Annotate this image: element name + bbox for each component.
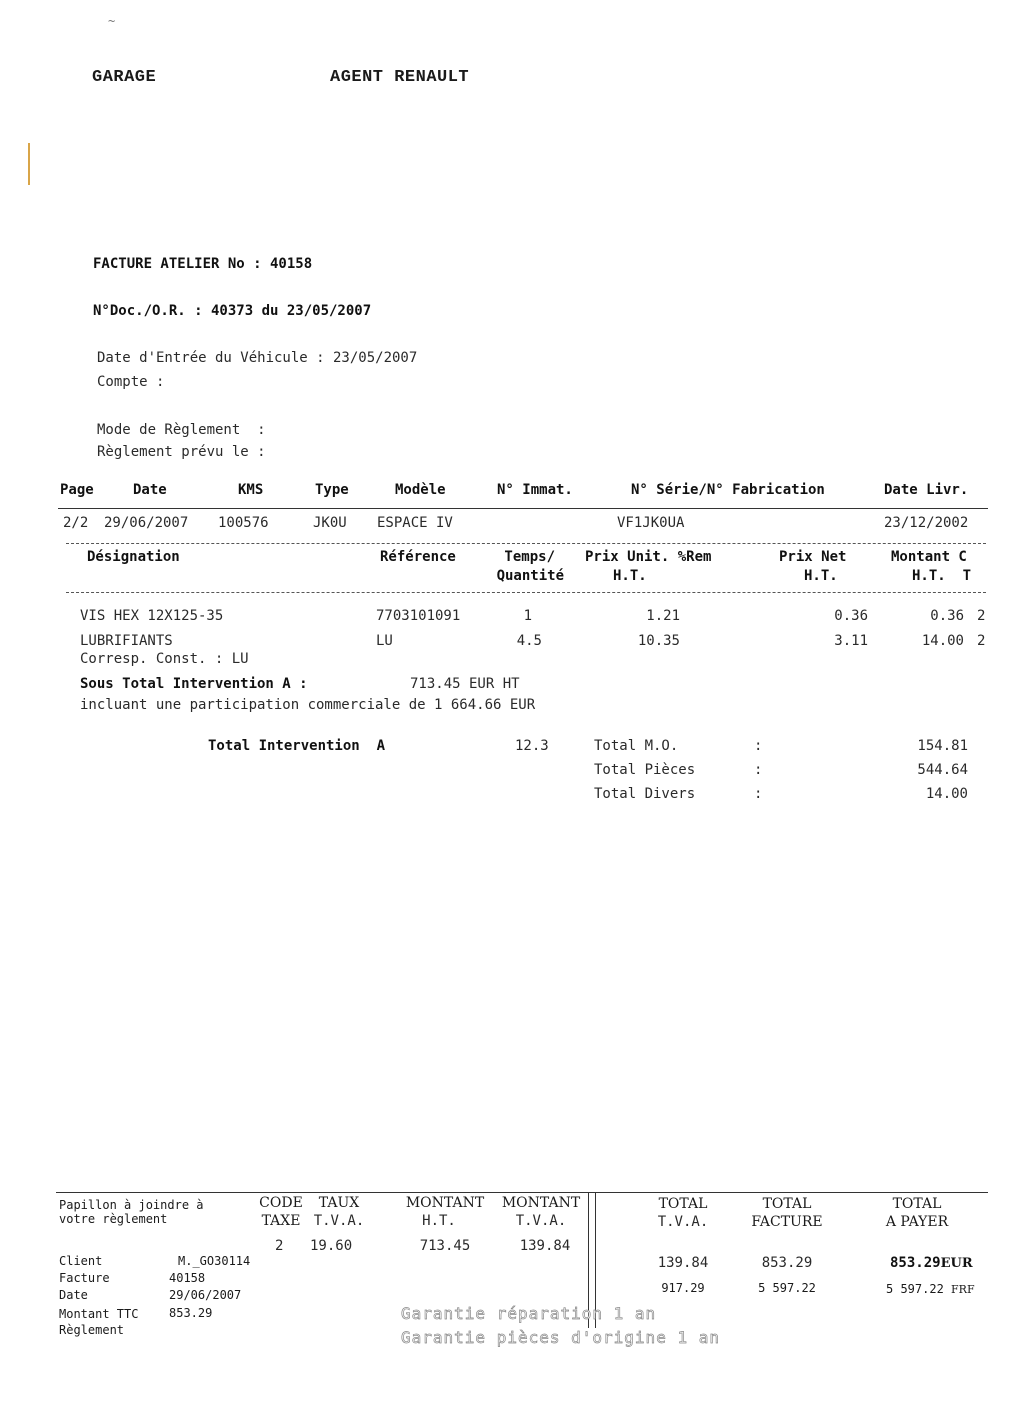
h-total-facture-2: FACTURE bbox=[751, 1214, 823, 1230]
item-net: 3.11 bbox=[834, 633, 868, 649]
corresp-const: Corresp. Const. : LU bbox=[80, 651, 249, 667]
total-value: 544.64 bbox=[917, 762, 968, 778]
reglement-label: Règlement bbox=[59, 1323, 125, 1337]
footer-top-rule bbox=[56, 1192, 988, 1193]
entry-date: Date d'Entrée du Véhicule : 23/05/2007 bbox=[97, 350, 418, 366]
doc-number: N°Doc./O.R. : 40373 du 23/05/2007 bbox=[93, 303, 372, 319]
item-code: 2 bbox=[977, 633, 986, 649]
veh-serial: VF1JK0UA bbox=[617, 515, 685, 531]
veh-date: 29/06/2007 bbox=[104, 515, 189, 531]
total-value: 14.00 bbox=[925, 786, 968, 802]
subtotal-label: Sous Total Intervention A : bbox=[80, 676, 308, 692]
item-unit: 1.21 bbox=[646, 608, 680, 624]
item-reference: 7703101091 bbox=[376, 608, 461, 624]
col-net-1: Prix Net bbox=[779, 549, 847, 565]
account: Compte : bbox=[97, 374, 165, 390]
client-value: M._GO30114 bbox=[178, 1254, 251, 1268]
h-total-payer-1: TOTAL bbox=[892, 1196, 942, 1212]
col-delivery: Date Livr. bbox=[884, 482, 969, 498]
h-montant-tva-1: MONTANT bbox=[501, 1195, 581, 1211]
ttc-label: Montant TTC bbox=[59, 1307, 139, 1321]
papillon-line-2: votre règlement bbox=[59, 1212, 168, 1226]
h-taux-2: T.V.A. bbox=[313, 1213, 365, 1229]
item-designation: VIS HEX 12X125-35 bbox=[80, 608, 224, 624]
col-reference: Référence bbox=[380, 549, 456, 565]
total-tva-eur: 139.84 bbox=[657, 1255, 709, 1271]
col-type: Type bbox=[315, 482, 349, 498]
total-value: 154.81 bbox=[917, 738, 968, 754]
veh-page: 2/2 bbox=[63, 515, 89, 531]
payment-due: Règlement prévu le : bbox=[97, 444, 266, 460]
h-code-1: CODE bbox=[259, 1195, 303, 1211]
veh-model: ESPACE IV bbox=[377, 515, 453, 531]
amount-tva: 139.84 bbox=[519, 1238, 571, 1254]
item-amount: 0.36 bbox=[930, 608, 964, 624]
guarantee-repair: Garantie réparation 1 an bbox=[401, 1304, 657, 1323]
item-net: 0.36 bbox=[834, 608, 868, 624]
col-date: Date bbox=[133, 482, 167, 498]
vehicle-rule bbox=[58, 508, 988, 509]
h-montant-tva-2: T.V.A. bbox=[515, 1213, 567, 1229]
col-kms: KMS bbox=[238, 482, 264, 498]
item-designation: LUBRIFIANTS bbox=[80, 633, 173, 649]
h-code-2: TAXE bbox=[261, 1213, 301, 1229]
h-total-payer-2: A PAYER bbox=[885, 1214, 949, 1230]
total-label: Total Pièces bbox=[594, 762, 696, 778]
h-total-tva-2: T.V.A. bbox=[657, 1214, 709, 1230]
col-serial: N° Série/N° Fabrication bbox=[631, 482, 825, 498]
total-sep: : bbox=[754, 762, 763, 778]
item-qty: 1 bbox=[523, 608, 532, 624]
h-montant-ht-1: MONTANT bbox=[405, 1195, 485, 1211]
scan-mark bbox=[28, 143, 30, 185]
col-unit-2: H.T. bbox=[613, 568, 647, 584]
total-sep: : bbox=[754, 738, 763, 754]
item-qty: 4.5 bbox=[516, 633, 542, 649]
col-qty-1: Temps/ bbox=[504, 549, 555, 565]
client-label: Client bbox=[59, 1254, 103, 1268]
item-reference: LU bbox=[376, 633, 393, 649]
currency-frf: FRF bbox=[951, 1283, 975, 1296]
col-designation: Désignation bbox=[87, 549, 180, 565]
ttc-value: 853.29 bbox=[169, 1306, 213, 1320]
col-model: Modèle bbox=[395, 482, 446, 498]
h-taux-1: TAUX bbox=[318, 1195, 360, 1211]
total-sep: : bbox=[754, 786, 763, 802]
facture-label: Facture bbox=[59, 1271, 110, 1285]
total-intervention-label: Total Intervention A bbox=[208, 738, 386, 754]
total-payer-frf-value: 5 597.22 bbox=[886, 1282, 944, 1296]
total-label: Total Divers bbox=[594, 786, 696, 802]
items-header-rule bbox=[66, 592, 986, 593]
h-total-facture-1: TOTAL bbox=[762, 1196, 812, 1212]
col-amount-2: H.T. T bbox=[912, 568, 972, 584]
total-facture-frf: 5 597.22 bbox=[758, 1281, 816, 1295]
col-net-2: H.T. bbox=[804, 568, 838, 584]
facture-value: 40158 bbox=[169, 1271, 206, 1285]
item-unit: 10.35 bbox=[637, 633, 680, 649]
item-code: 2 bbox=[977, 608, 986, 624]
h-montant-ht-2: H.T. bbox=[422, 1213, 456, 1229]
date-label: Date bbox=[59, 1288, 88, 1302]
subtotal-value: 713.45 EUR HT bbox=[410, 676, 520, 692]
veh-type: JK0U bbox=[313, 515, 347, 531]
h-total-tva-1: TOTAL bbox=[658, 1196, 708, 1212]
garage-title: GARAGE bbox=[92, 68, 157, 87]
tax-code: 2 bbox=[275, 1238, 284, 1254]
items-top-rule bbox=[66, 543, 986, 544]
agent-title: AGENT RENAULT bbox=[330, 68, 470, 87]
total-payer-eur-value: 853.29 bbox=[890, 1255, 941, 1271]
total-payer-frf bbox=[886, 1282, 975, 1296]
col-immat: N° Immat. bbox=[497, 482, 573, 498]
col-qty-2: Quantité bbox=[496, 568, 564, 584]
participation-note: incluant une participation commerciale de 1 664.66 EUR bbox=[80, 697, 536, 713]
col-page: Page bbox=[60, 482, 94, 498]
date-value: 29/06/2007 bbox=[169, 1288, 242, 1302]
amount-ht: 713.45 bbox=[419, 1238, 471, 1254]
total-label: Total M.O. bbox=[594, 738, 679, 754]
tax-rate: 19.60 bbox=[310, 1238, 353, 1254]
total-tva-frf: 917.29 bbox=[661, 1281, 705, 1295]
total-intervention-value: 12.3 bbox=[515, 738, 549, 754]
invoice-number: FACTURE ATELIER No : 40158 bbox=[93, 256, 313, 272]
total-payer-eur bbox=[890, 1255, 973, 1271]
scan-speck: ~ bbox=[108, 14, 116, 28]
veh-kms: 100576 bbox=[218, 515, 269, 531]
total-facture-eur: 853.29 bbox=[761, 1255, 813, 1271]
veh-delivery: 23/12/2002 bbox=[884, 515, 969, 531]
currency-eur: EUR bbox=[940, 1256, 973, 1271]
col-unit-1: Prix Unit. %Rem bbox=[585, 549, 712, 565]
payment-mode: Mode de Règlement : bbox=[97, 422, 266, 438]
papillon-line-1: Papillon à joindre à bbox=[59, 1198, 204, 1212]
col-amount-1: Montant C bbox=[891, 549, 967, 565]
guarantee-parts: Garantie pièces d'origine 1 an bbox=[401, 1328, 720, 1347]
item-amount: 14.00 bbox=[921, 633, 964, 649]
